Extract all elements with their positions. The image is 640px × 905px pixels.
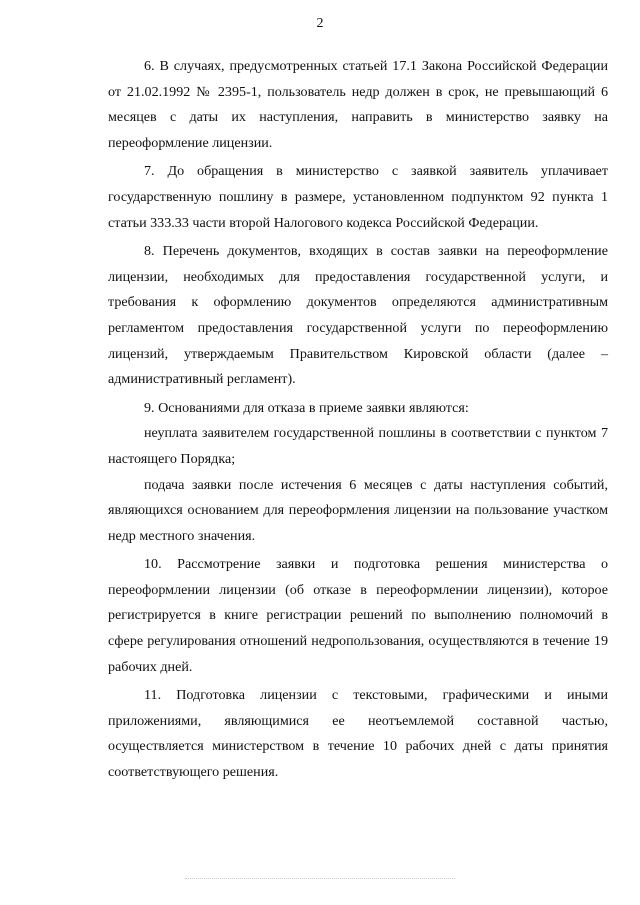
paragraph-11: 11. Подготовка лицензии с текстовыми, графическими и иными приложениями, являющимися ее неотъемлемой составной частью, осуществляется министерством в течение 10 рабочих дней с даты принятия соответствующего решения. [108,687,608,781]
paragraph-9-item-2: подача заявки после истечения 6 месяцев с даты наступления событий, являющихся основанием для переоформления лицензии на пользование участком недр местного значения. [108,476,608,544]
page-number: 2 [316,16,324,31]
paragraph-7: 7. До обращения в министерство с заявкой заявитель уплачивает государственную пошлину в размере, установленном подпунктом 92 пункта 1 статьи 333.33 части второй Налогового кодекса Российской Федерации. [108,163,608,231]
paragraph-9-item-1: неуплата заявителем государственной пошлины в соответствии с пунктом 7 настоящего Порядка; [108,425,608,467]
scan-artifact-dots [185,878,455,880]
paragraph-8: 8. Перечень документов, входящих в состав заявки на переоформление лицензии, необходимых для предоставления государственной услуги, и требования к оформлению документов определяются административным регламентом предоставления государственной услуги по переоформлению лицензий, утверждаемым Правительством Кировской области (далее – административный регламент). [108,243,608,388]
paragraph-10: 10. Рассмотрение заявки и подготовка решения министерства о переоформлении лицензии (об отказе в переоформлении лицензии), которое регистрируется в книге регистрации решений по выполнению полномочий в сфере регулирования отношений недропользования, осуществляются в течение 19 рабочих дней. [108,556,608,675]
paragraph-9: 9. Основаниями для отказа в приеме заявки являются: [144,399,469,416]
document-body [108,54,608,789]
paragraph-6: 6. В случаях, предусмотренных статьей 17.1 Закона Российской Федерации от 21.02.1992 № 2395-1, пользователь недр должен в срок, не превышающий 6 месяцев с даты их наступления, направить в министерство заявку на переоформление лицензии. [108,58,608,151]
